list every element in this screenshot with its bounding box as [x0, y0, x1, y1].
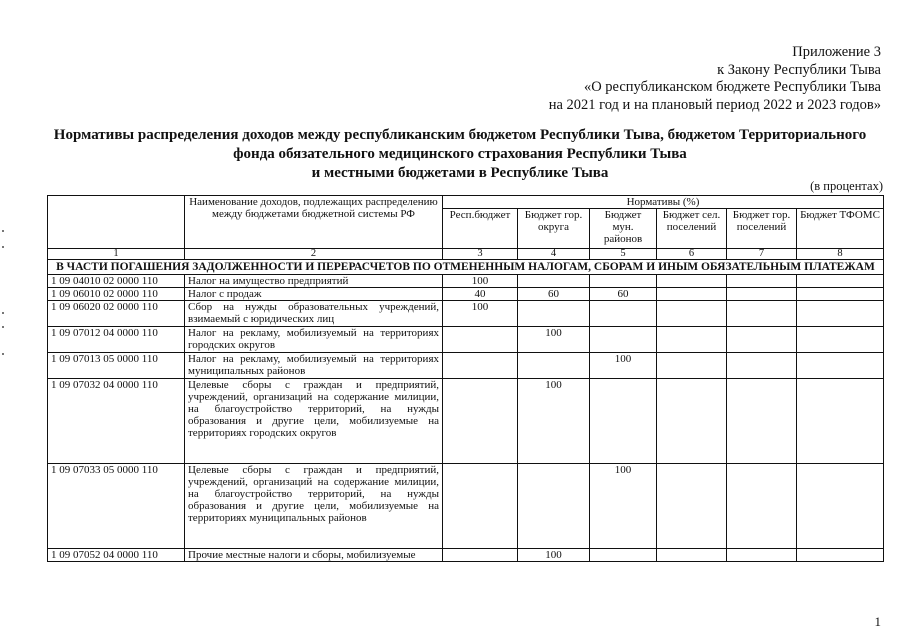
- header-norms-cell: Нормативы (%): [443, 196, 884, 209]
- revenue-name: Целевые сборы с граждан и предприятий, учреждений, организаций на содержание милиции, на благоустройство территорий, на нужды образования и другие цели, мобилизуемые на территориях городских округов: [185, 379, 443, 464]
- norm-value: [727, 549, 797, 562]
- revenue-code: 1 09 07033 05 0000 110: [48, 464, 185, 549]
- table-row: [48, 288, 884, 301]
- norm-value: [518, 301, 590, 327]
- norm-value: [657, 288, 727, 301]
- norm-value: [590, 379, 657, 464]
- revenue-name: Налог на имущество предприятий: [185, 275, 443, 288]
- page-number: 1: [874, 614, 881, 629]
- norm-value: [443, 464, 518, 549]
- table-row: [48, 353, 884, 379]
- table-row: [48, 327, 884, 353]
- header-column: Бюджет гор. поселений: [727, 209, 797, 249]
- column-number: 6: [657, 249, 727, 260]
- title-line: фонда обязательного медицинского страхования Республики Тыва: [233, 146, 687, 162]
- norm-value: [518, 275, 590, 288]
- units-label: (в процентах): [810, 179, 883, 193]
- scan-mark: [2, 246, 4, 248]
- section-row: [48, 260, 884, 275]
- norm-value: 100: [443, 275, 518, 288]
- header-column: Бюджет ТФОМС: [797, 209, 884, 249]
- norm-value: [518, 353, 590, 379]
- document-title: [20, 126, 900, 183]
- norm-value: [657, 464, 727, 549]
- norm-value: 100: [518, 327, 590, 353]
- norm-value: [590, 327, 657, 353]
- norm-value: [657, 301, 727, 327]
- norm-value: [657, 275, 727, 288]
- norm-value: [443, 327, 518, 353]
- norm-value: [443, 379, 518, 464]
- scan-mark: [2, 353, 4, 355]
- column-number: 1: [48, 249, 185, 260]
- norm-value: [797, 301, 884, 327]
- norm-value: [797, 353, 884, 379]
- norm-value: [657, 379, 727, 464]
- revenue-code: 1 09 06020 02 0000 110: [48, 301, 185, 327]
- norm-value: [797, 327, 884, 353]
- header-name-cell: Наименование доходов, подлежащих распределению между бюджетами бюджетной системы РФ: [185, 196, 443, 249]
- norm-value: [727, 327, 797, 353]
- header-code-cell: [48, 196, 185, 249]
- scan-mark: [2, 326, 4, 328]
- column-number: 2: [185, 249, 443, 260]
- norm-value: [797, 549, 884, 562]
- revenue-code: 1 09 06010 02 0000 110: [48, 288, 185, 301]
- norm-value: 100: [590, 464, 657, 549]
- norm-value: 100: [518, 549, 590, 562]
- norm-value: 60: [590, 288, 657, 301]
- table-row: [48, 379, 884, 464]
- title-line: Нормативы распределения доходов между республиканским бюджетом Республики Тыва, бюджетом Территориального: [53, 127, 867, 143]
- header-column: Бюджет мун. районов: [590, 209, 657, 249]
- appendix-header: [549, 44, 881, 114]
- norm-value: [590, 301, 657, 327]
- revenue-name: Прочие местные налоги и сборы, мобилизуемые: [185, 549, 443, 562]
- norm-value: [727, 275, 797, 288]
- header-column: Бюджет сел. поселений: [657, 209, 727, 249]
- revenue-name: Налог с продаж: [185, 288, 443, 301]
- norm-value: [443, 549, 518, 562]
- header-column: Респ.бюджет: [443, 209, 518, 249]
- table-row: [48, 275, 884, 288]
- revenue-code: 1 09 07032 04 0000 110: [48, 379, 185, 464]
- norm-value: [797, 288, 884, 301]
- revenue-code: 1 09 04010 02 0000 110: [48, 275, 185, 288]
- revenue-code: 1 09 07052 04 0000 110: [48, 549, 185, 562]
- table-row: [48, 301, 884, 327]
- scan-mark: [2, 312, 4, 314]
- norm-value: 100: [590, 353, 657, 379]
- norm-value: [590, 549, 657, 562]
- norm-value: [590, 275, 657, 288]
- norm-value: 60: [518, 288, 590, 301]
- norm-value: 40: [443, 288, 518, 301]
- norm-value: [797, 379, 884, 464]
- norm-value: [727, 353, 797, 379]
- scan-mark: [2, 230, 4, 232]
- norm-value: [797, 464, 884, 549]
- norm-value: 100: [443, 301, 518, 327]
- norm-value: [727, 464, 797, 549]
- table-row: [48, 549, 884, 562]
- appendix-line: к Закону Республики Тыва: [717, 61, 881, 78]
- norms-table: [47, 195, 884, 562]
- norm-value: [657, 327, 727, 353]
- revenue-name: Целевые сборы с граждан и предприятий, учреждений, организаций на содержание милиции, на благоустройство территорий, на нужды образования и другие цели, мобилизуемые на территориях муниципальных районов: [185, 464, 443, 549]
- norm-value: [443, 353, 518, 379]
- title-line: и местными бюджетами в Республике Тыва: [311, 165, 609, 181]
- norm-value: [657, 353, 727, 379]
- column-number: 7: [727, 249, 797, 260]
- norm-value: [797, 275, 884, 288]
- norm-value: [727, 379, 797, 464]
- norm-value: [727, 288, 797, 301]
- appendix-line: на 2021 год и на плановый период 2022 и 2023 годов»: [548, 96, 881, 113]
- column-number: 5: [590, 249, 657, 260]
- revenue-name: Сбор на нужды образовательных учреждений, взимаемый с юридических лиц: [185, 301, 443, 327]
- appendix-line: Приложение 3: [792, 44, 881, 60]
- norm-value: 100: [518, 379, 590, 464]
- revenue-name: Налог на рекламу, мобилизуемый на территориях городских округов: [185, 327, 443, 353]
- revenue-code: 1 09 07012 04 0000 110: [48, 327, 185, 353]
- norm-value: [518, 464, 590, 549]
- header-column: Бюджет гор. округа: [518, 209, 590, 249]
- table-row: [48, 464, 884, 549]
- revenue-code: 1 09 07013 05 0000 110: [48, 353, 185, 379]
- norm-value: [657, 549, 727, 562]
- appendix-line: «О республиканском бюджете Республики Тыва: [583, 79, 881, 95]
- column-numbers-row: [48, 249, 884, 260]
- column-number: 4: [518, 249, 590, 260]
- section-title: В ЧАСТИ ПОГАШЕНИЯ ЗАДОЛЖЕННОСТИ И ПЕРЕРАСЧЕТОВ ПО ОТМЕНЕННЫМ НАЛОГАМ, СБОРАМ И ИНЫМ ОБЯЗАТЕЛЬНЫМ ПЛАТЕЖАМ: [48, 260, 884, 275]
- column-number: 3: [443, 249, 518, 260]
- column-number: 8: [797, 249, 884, 260]
- norm-value: [727, 301, 797, 327]
- revenue-name: Налог на рекламу, мобилизуемый на территориях муниципальных районов: [185, 353, 443, 379]
